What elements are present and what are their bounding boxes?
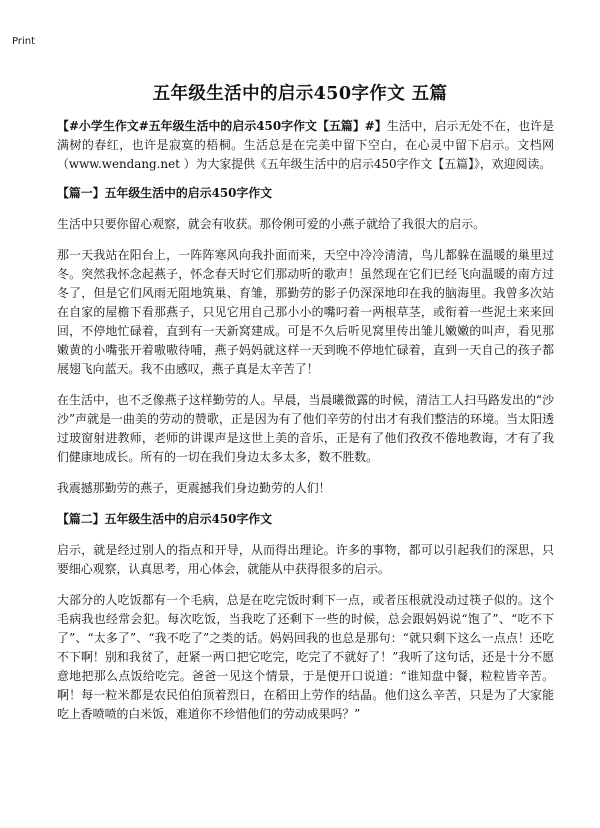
section2-paragraph: 启示，就是经过别人的指点和开导，从而得出理论。许多的事物，都可以引起我们的深思，只要细心观察，认真思考，用心体会，就能从中获得很多的启示。	[57, 543, 554, 576]
section1-paragraph: 那一天我站在阳台上，一阵阵寒风向我扑面而来，天空中冷冷清清，鸟儿都躲在温暖的巢里过冬。突然我怀念起燕子，怀念春天时它们那动听的歌声！虽然现在它们已经飞向温暖的南方过冬了，但是它们风雨无阻地筑巢、育雏，那勤劳的影子仍深深地印在我的脑海里。我曾多次站在自家的屋檐下看那燕子，只见它用自己那小小的嘴叼着一两根草茎，或衔着一些泥土来来回回，不停地忙碌着，直到有一天新窝建成。可是不久后听见窝里传出雏儿嫩嫩的叫声，看见那嫩黄的小嘴张开着嗷嗷待哺，燕子妈妈就这样一天到晚不停地忙碌着，直到一天自己的孩子都展翅飞向蓝天。我不由感叹，燕子真是太辛苦了！	[57, 248, 554, 376]
page-title: 五年级生活中的启示450字作文 五篇	[152, 84, 448, 104]
section1-paragraph: 在生活中，也不乏像燕子这样勤劳的人。早晨，当晨曦微露的时候，清洁工人扫马路发出的“沙沙”声就是一曲美的劳动的赞歌，正是因为有了他们辛劳的付出才有我们整洁的环境。当太阳透过玻窗射进教师，老师的讲课声是这世上美的音乐，正是有了他们孜孜不倦地教诲，才有了我们健康地成长。所有的一切在我们身边太多太多，数不胜数。	[57, 393, 554, 464]
print-label: Print	[12, 36, 36, 47]
section1-paragraph: 我震撼那勤劳的燕子，更震撼我们身边勤劳的人们！	[57, 481, 331, 495]
section-heading-2: 【篇二】五年级生活中的启示450字作文	[57, 512, 273, 526]
section-heading-1: 【篇一】五年级生活中的启示450字作文	[57, 186, 273, 200]
intro-text: 生活中，启示无处不在，也许是满树的春红，也许是寂寞的梧桐。生活总是在完美中留下空白，在心灵中留下启示。文档网（www.wendang.net ）为大家提供《五年级生活中的启示450字作文【五篇】》，欢迎阅读。	[57, 119, 554, 171]
intro-tag: 【#小学生作文#五年级生活中的启示450字作文【五篇】#】	[57, 119, 387, 133]
section2-paragraph: 大部分的人吃饭都有一个毛病，总是在吃完饭时剩下一点，或者压根就没动过筷子似的。这个毛病我也经常会犯。每次吃饭，当我吃了还剩下一些的时候，总会跟妈妈说“饱了”、“吃不下了”、“太多了”、“我不吃了”之类的话。妈妈回我的也总是那句：“就只剩下这么一点点！还吃不下啊！别和我贫了，赶紧一两口把它吃完，吃完了不就好了！”我听了这句话，还是十分不愿意地把那么点饭给吃完。爸爸一见这个情景，于是便开口说道：“谁知盘中餐，粒粒皆辛苦。啊！每一粒米都是农民伯伯顶着烈日，在稻田上劳作的结晶。他们这么辛苦，只是为了大家能吃上香喷喷的白米饭，难道你不珍惜他们的劳动成果吗？”	[57, 593, 554, 721]
section1-paragraph: 生活中只要你留心观察，就会有收获。那伶俐可爱的小燕子就给了我很大的启示。	[57, 217, 486, 231]
intro-paragraph	[57, 117, 554, 174]
article-body	[57, 117, 554, 724]
